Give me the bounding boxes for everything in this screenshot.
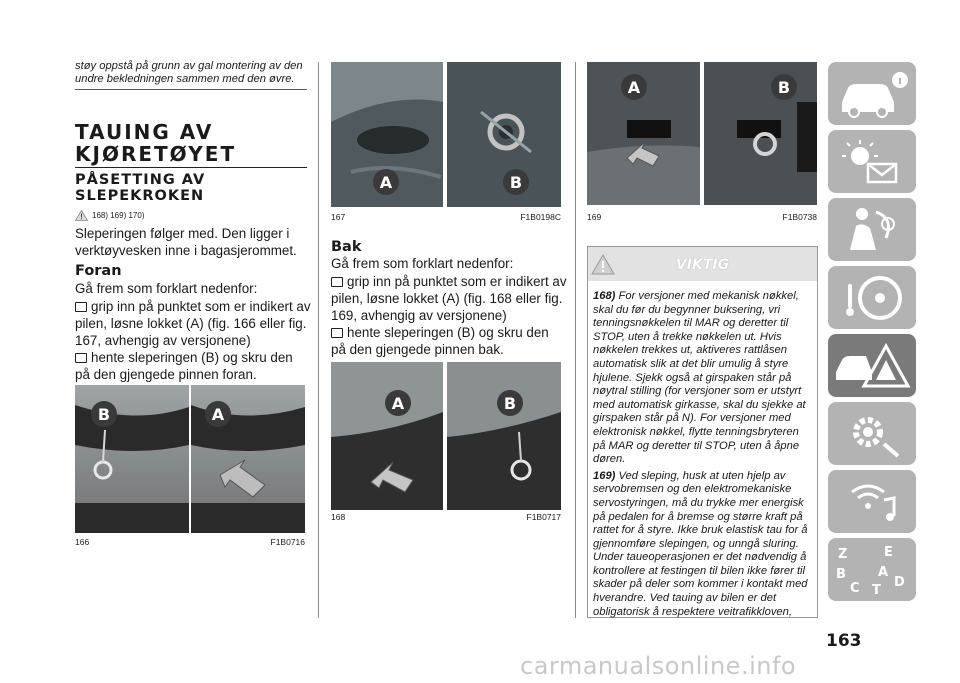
tab-safety[interactable] [828, 198, 916, 261]
figure-code: F1B0716 [270, 537, 305, 547]
multimedia-icon [828, 470, 916, 533]
tab-emergency[interactable] [828, 334, 916, 397]
foran-heading: Foran [75, 263, 122, 279]
bak-heading: Bak [331, 239, 362, 255]
figure-code: F1B0738 [782, 212, 817, 222]
svg-text:Z: Z [838, 547, 848, 562]
figure-number: 166 [75, 537, 90, 547]
svg-text:D: D [894, 575, 905, 590]
section-subtitle: PÅSETTING AV SLEPEKROKEN [75, 172, 206, 204]
callout-b: B [771, 74, 797, 100]
figure-167 [331, 62, 561, 207]
figure-code: F1B0717 [526, 512, 561, 522]
chapter-tabs [828, 62, 918, 606]
foran-bullet-2-text: hente sleperingen (B) og skru den på den gjengede pinnen foran. [75, 350, 293, 382]
car-info-icon [828, 62, 916, 125]
tab-car-info[interactable] [828, 62, 916, 125]
warning-references [75, 210, 144, 221]
figure-168-caption [331, 512, 561, 522]
callout-a: A [373, 169, 399, 195]
figure-166 [75, 385, 305, 533]
note-169-text: Ved sleping, husk at uten hjelp av servobremsen og den elektromekaniske servostyringen, må du trykke mer energisk på pedalen for å bremse og større kraft på rattet for å styre. Ikke bruk elastisk tau for å gjennomføre slepingen, og unngå sluring. Under taueoperasjonen er det nødvendig å kontrollere at festingen til bilen ikke fører til skader på deler som kommer i kontakt med hverandre. Ved tauing av bilen er det obligatorisk å respektere veitrafikkloven, [593, 469, 808, 618]
emergency-breakdown-icon [828, 334, 916, 397]
important-notice-title: VIKTIG [675, 257, 730, 273]
bak-bullet-2 [331, 324, 567, 358]
checkbox-bullet-icon [331, 328, 343, 338]
watermark: carmanualsonline.info [520, 652, 797, 680]
tab-multimedia[interactable] [828, 470, 916, 533]
section-title: TAUING AV KJØRETØYET [75, 121, 307, 168]
foran-bullet-1-text: grip inn på punktet som er indikert av pilen, løsne lokket (A) (fig. 166 eller fig. 167, avhengig av versjonene) [75, 299, 311, 348]
tab-maintenance[interactable] [828, 402, 916, 465]
checkbox-bullet-icon [75, 353, 87, 363]
airbag-safety-icon [828, 198, 916, 261]
figure-code: F1B0198C [520, 212, 561, 222]
figure-number: 169 [587, 212, 602, 222]
important-notice-text [593, 290, 813, 619]
figure-166-caption [75, 537, 305, 547]
important-notice-header [588, 247, 817, 281]
callout-b: B [497, 390, 523, 416]
column-separator-1 [318, 62, 319, 618]
intro-paragraph: Sleperingen følger med. Den ligger i verktøyvesken inne i bagasjerommet. [75, 226, 297, 258]
dashboard-lights-icon [828, 130, 916, 193]
alphabetical-index-icon [828, 538, 916, 601]
foran-bullet-2 [75, 349, 311, 383]
figure-169-caption [587, 212, 817, 222]
callout-a: A [621, 74, 647, 100]
checkbox-bullet-icon [331, 277, 343, 287]
note-168-number: 168) [593, 290, 616, 302]
figure-168 [331, 362, 561, 510]
figure-number: 167 [331, 212, 346, 222]
bak-bullet-1 [331, 273, 567, 324]
note-169-number: 169) [593, 469, 616, 482]
tab-dashboard-lights[interactable] [828, 130, 916, 193]
foran-intro: Gå frem som forklart nedenfor: [75, 281, 258, 296]
bak-bullet-1-text: grip inn på punktet som er indikert av pilen, løsne lokket (A) (fig. 168 eller fig. 169, avhengig av versjonene) [331, 274, 567, 323]
figure-168-illustration [331, 362, 561, 510]
tab-index[interactable] [828, 538, 916, 601]
column-separator-2 [575, 62, 576, 618]
callout-b: B [91, 401, 117, 427]
page-number: 163 [826, 631, 862, 651]
important-notice-box [587, 246, 818, 618]
intro-text: støy oppstå på grunn av gal montering av den undre bekledningen sammen med den øvre. [75, 60, 307, 90]
foran-bullet-1 [75, 298, 311, 349]
tab-starting-driving[interactable] [828, 266, 916, 329]
svg-text:A: A [878, 565, 889, 580]
figure-number: 168 [331, 512, 346, 522]
note-168-text: For versjoner med mekanisk nøkkel, skal du før du begynner buksering, vri tenningsnøkkelen til MAR og deretter til STOP, uten å trekke nøkkelen ut. Hvis nøkkelen trekkes ut, aktiveres rattlåsen automatisk slik at det blir umulig å styre hjulene. Sjekk også at girspaken står på nøytral stilling (for versjoner som er utstyrt med automatisk girkasse, skal du sjekke at girspaken står på N). For versjoner med elektronisk nøkkel, flytte tenningsbryteren på MAR og deretter til STOP, uten å åpne døren. [593, 290, 806, 466]
svg-text:T: T [872, 583, 881, 598]
callout-a: A [205, 401, 231, 427]
warning-refs-text: 168) 169) 170) [92, 211, 145, 220]
bak-intro: Gå frem som forklart nedenfor: [331, 256, 514, 271]
svg-text:E: E [884, 545, 893, 560]
bak-bullet-2-text: hente sleperingen (B) og skru den på den gjengede pinnen bak. [331, 325, 549, 357]
service-maintenance-icon [828, 402, 916, 465]
svg-text:B: B [836, 567, 846, 582]
figure-167-caption [331, 212, 561, 222]
figure-169 [587, 62, 817, 205]
svg-text:C: C [850, 581, 860, 596]
steering-wheel-icon [828, 266, 916, 329]
warning-triangle-icon [75, 210, 88, 221]
note-169 [593, 470, 813, 620]
callout-a: A [385, 390, 411, 416]
note-168 [593, 290, 813, 467]
callout-b: B [503, 169, 529, 195]
checkbox-bullet-icon [75, 302, 87, 312]
